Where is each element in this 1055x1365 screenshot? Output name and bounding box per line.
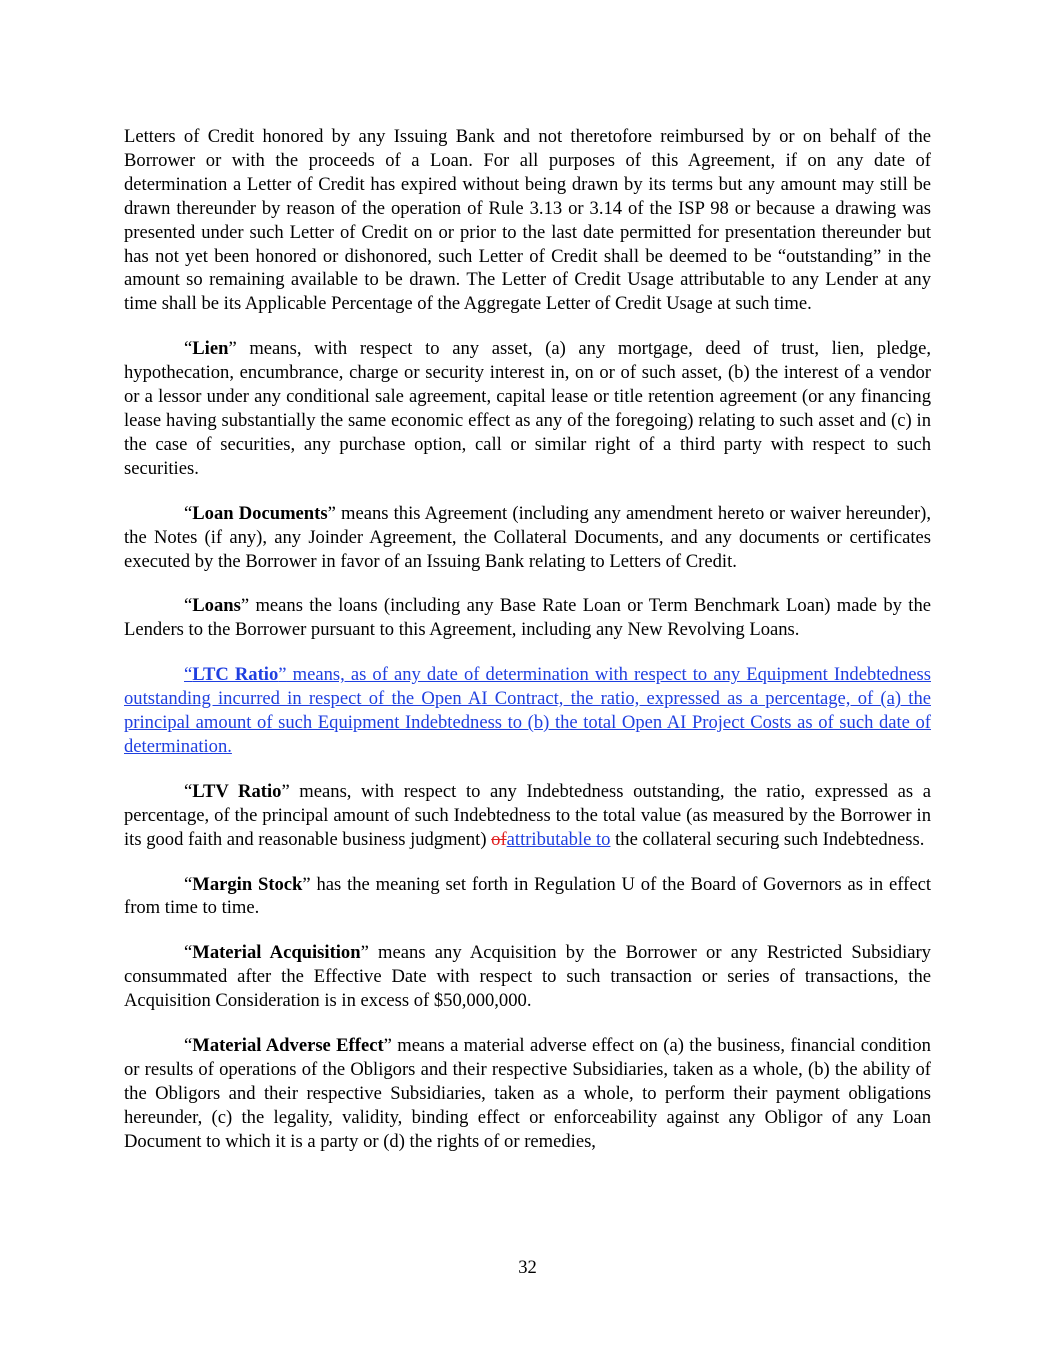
definition-text-after: the collateral securing such Indebtedness. (610, 828, 925, 850)
close-quote: ” (383, 1035, 392, 1057)
defined-term: Loans (192, 595, 241, 617)
close-quote: ” (360, 942, 369, 964)
deleted-text: of (491, 828, 507, 850)
document-body (124, 125, 931, 1175)
open-quote: “ (184, 595, 193, 617)
defined-term: LTV Ratio (192, 780, 282, 802)
open-quote: “ (184, 1035, 193, 1057)
open-quote: “ (184, 502, 193, 524)
close-quote: ” (281, 780, 290, 802)
defined-term: Material Acquisition (192, 942, 361, 964)
defined-term: Margin Stock (192, 873, 303, 895)
definition-text: means, with respect to any asset, (a) any mortgage, deed of trust, lien, pledge, hypothecation, encumbrance, charge or security interest in, on or of such asset, (b) the interest of a vendor or a lessor under any conditional sale agreement, capital lease or title retention agreement (or any financing lease having substantially the same economic effect as any of the foregoing) relating to such asset and (c) in the case of securities, any purchase option, call or similar right of a third party with respect to such securities. (124, 338, 931, 479)
definition-lien (124, 337, 931, 480)
open-quote: “ (184, 873, 193, 895)
defined-term: LTC Ratio (192, 664, 279, 686)
definition-text: means, with respect to any Indebtedness outstanding, the ratio, expressed as a percentage, of the principal amount of such Indebtedness to the total value (as measured by the Borrower in its good faith and reasonable business judgment) (124, 780, 931, 850)
definition-text: means, as of any date of determination with respect to any Equipment Indebtedness outstanding incurred in respect of the Open AI Contract, the ratio, expressed as a percentage, of (a) the principal amount of such Equipment Indebtedness to (b) the total Open AI Project Costs as of such date of determination. (124, 664, 931, 757)
defined-term: Lien (192, 338, 229, 360)
defined-term: Loan Documents (192, 502, 328, 524)
definition-loan-documents (124, 502, 931, 574)
page-number: 32 (518, 1257, 537, 1278)
close-quote: ” (302, 873, 311, 895)
definition-text: means this Agreement (including any amendment hereto or waiver hereunder), the Notes (if any), any Joinder Agreement, the Collateral Documents, and any documents or certificates executed by the Borrower in favor of an Issuing Bank relating to Letters of Credit. (124, 502, 931, 572)
inserted-text: attributable to (506, 828, 611, 850)
definition-margin-stock (124, 873, 931, 921)
definition-material-acquisition (124, 941, 931, 1013)
open-quote: “ (184, 338, 193, 360)
definition-ltv-ratio (124, 780, 931, 852)
defined-term: Material Adverse Effect (192, 1035, 384, 1057)
definition-text: means any Acquisition by the Borrower or any Restricted Subsidiary consummated after the Effective Date with respect to such transaction or series of transactions, the Acquisition Consideration is in excess of $50,000,000. (124, 942, 931, 1012)
open-quote: “ (184, 942, 193, 964)
close-quote: ” (228, 338, 237, 360)
definition-ltc-ratio-inserted (124, 663, 931, 759)
paragraph-text: Letters of Credit honored by any Issuing Bank and not theretofore reimbursed by or on behalf of the Borrower or with the proceeds of a Loan. For all purposes of this Agreement, if on any date of determination a Letter of Credit has expired without being drawn by its terms but any amount may still be drawn thereunder by reason of the operation of Rule 3.13 or 3.14 of the ISP 98 or because a drawing was presented under such Letter of Credit on or prior to the last date permitted for presentation thereunder but has not yet been honored or dishonored, such Letter of Credit shall be deemed to be “outstanding” in the amount so remaining available to be drawn. The Letter of Credit Usage attributable to any Lender at any time shall be its Applicable Percentage of the Aggregate Letter of Credit Usage at such time. (124, 126, 931, 315)
definition-text: has the meaning set forth in Regulation U of the Board of Governors as in effect from time to time. (124, 873, 931, 919)
close-quote: ” (327, 502, 336, 524)
definition-text: means the loans (including any Base Rate Loan or Term Benchmark Loan) made by the Lenders to the Borrower pursuant to this Agreement, including any New Revolving Loans. (124, 595, 931, 641)
close-quote: ” (240, 595, 250, 617)
definition-text: means a material adverse effect on (a) the business, financial condition or results of operations of the Obligors and their respective Subsidiaries, taken as a whole, (b) the ability of the Obligors and their respective Subsidiaries, taken as a whole, to perform their payment obligations hereunder, (c) the legality, validity, binding effect or enforceability against any Obligor of any Loan Document to which it is a party or (d) the rights of or remedies, (124, 1035, 931, 1152)
open-quote: “ (184, 664, 193, 686)
open-quote: “ (184, 780, 193, 802)
close-quote: ” (278, 664, 287, 686)
definition-loans (124, 594, 931, 642)
definition-material-adverse-effect (124, 1034, 931, 1154)
paragraph-letter-of-credit-usage (124, 125, 931, 316)
